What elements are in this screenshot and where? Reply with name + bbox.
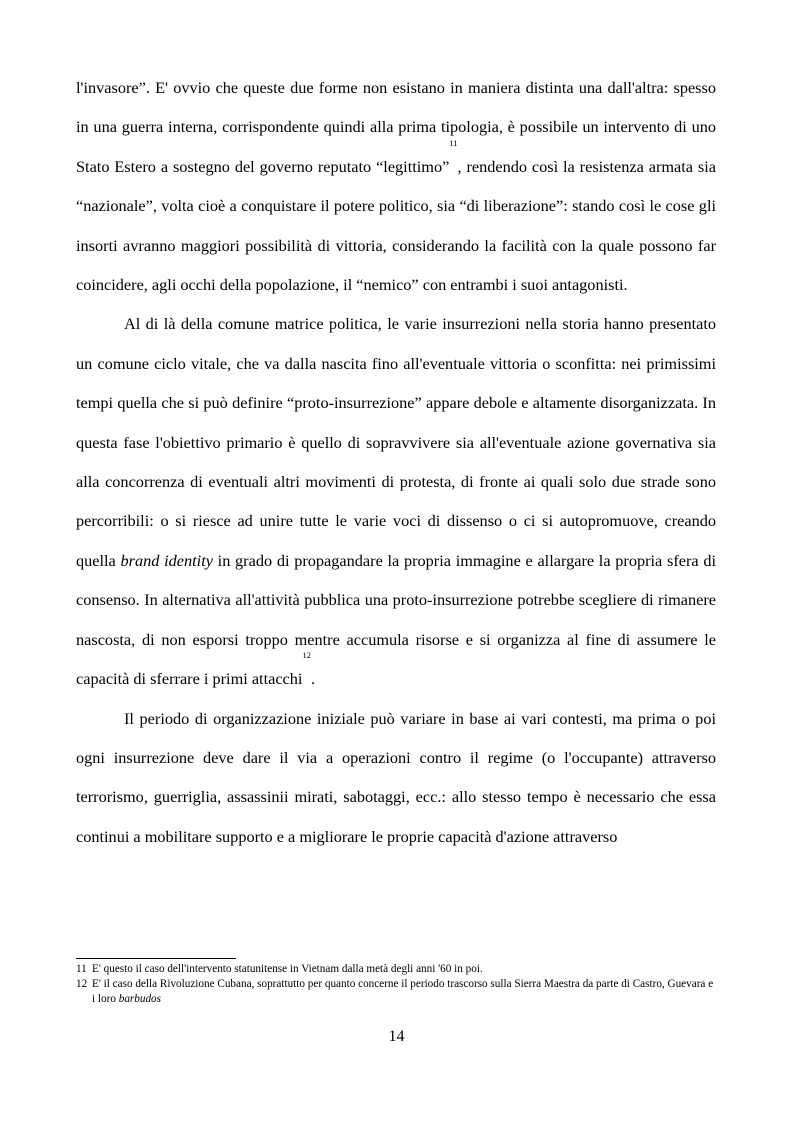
paragraph-1 — [76, 68, 716, 304]
footnote-italic-term: barbudos — [118, 993, 162, 1005]
paragraph-2 — [76, 304, 716, 698]
paragraph-text: . — [310, 669, 316, 689]
footnote-text: E' questo il caso dell'intervento statunitense in Vietnam dalla metà degli anni '60 in poi. — [92, 963, 483, 975]
paragraph-text: , rendendo così la resistenza armata sia “nazionale”, volta cioè a conquistare il potere politico, sia “di liberazione”: stando così le cose gli insorti avranno maggiori possibilità di vittoria, considerando la facilità con la quale possono far coincidere, agli occhi della popolazione, il “nemico” con entrambi i suoi antagonisti. — [76, 156, 717, 295]
paragraph-text: l'invasore”. E' ovvio che queste due forme non esistano in maniera distinta una dall'altra: spesso in una guerra interna, corrispondente quindi alla prima tipologia, è possibile un intervento di uno Stato Estero a sostegno del governo reputato “legittimo” — [76, 78, 716, 176]
page-number: 14 — [388, 1028, 405, 1045]
footnote-ref-12: 12 — [302, 650, 311, 661]
paragraph-text: in grado di propagandare la propria immagine e allargare la propria sfera di consenso. In alternativa all'attività pubblica una proto-insurrezione potrebbe scegliere di rimanere nascosta, di non esporsi troppo mentre accumula risorse e si organizza al fine di assumere le capacità di sferrare i primi attacchi — [76, 550, 717, 689]
paragraph-3 — [76, 699, 716, 857]
footnote-text: E' il caso della Rivoluzione Cubana, soprattutto per quanto concerne il periodo trascorso sulla Sierra Maestra da parte di Castro, Guevara e i loro — [92, 978, 714, 1005]
paragraph-text: Al di là della comune matrice politica, le varie insurrezioni nella storia hanno presentato un comune ciclo vitale, che va dalla nascita fino all'eventuale vittoria o sconfitta: nei primissimi tempi quella che si può definire “proto-insurrezione” appare debole e altamente disorganizzata. In questa fase l'obiettivo primario è quello di sopravvivere sia all'eventuale azione governativa sia alla concorrenza di eventuali altri movimenti di protesta, di fronte ai quali solo due strade sono percorribili: o si riesce ad unire tutte le varie voci di dissenso o ci si autopromuove, creando quella — [76, 314, 716, 570]
footnotes — [76, 962, 716, 1007]
footnote-ref-11: 11 — [449, 137, 458, 148]
footnote-separator — [76, 958, 236, 959]
paragraph-text: Il periodo di organizzazione iniziale può variare in base ai vari contesti, ma prima o poi ogni insurrezione deve dare il via a operazioni contro il regime (o l'occupante) attraverso terrorismo, guerriglia, assassinii mirati, sabotaggi, ecc.: allo stesso tempo è necessario che essa continui a mobilitare supporto e a migliorare le proprie capacità d'azione attraverso — [76, 708, 716, 846]
footnote-11 — [76, 962, 716, 977]
italic-term: brand identity — [120, 550, 213, 570]
footnote-12 — [76, 977, 716, 1007]
page-body — [76, 68, 716, 856]
footnote-number: 11 — [76, 963, 87, 975]
body-text — [76, 68, 716, 856]
footnote-number: 12 — [76, 978, 88, 990]
